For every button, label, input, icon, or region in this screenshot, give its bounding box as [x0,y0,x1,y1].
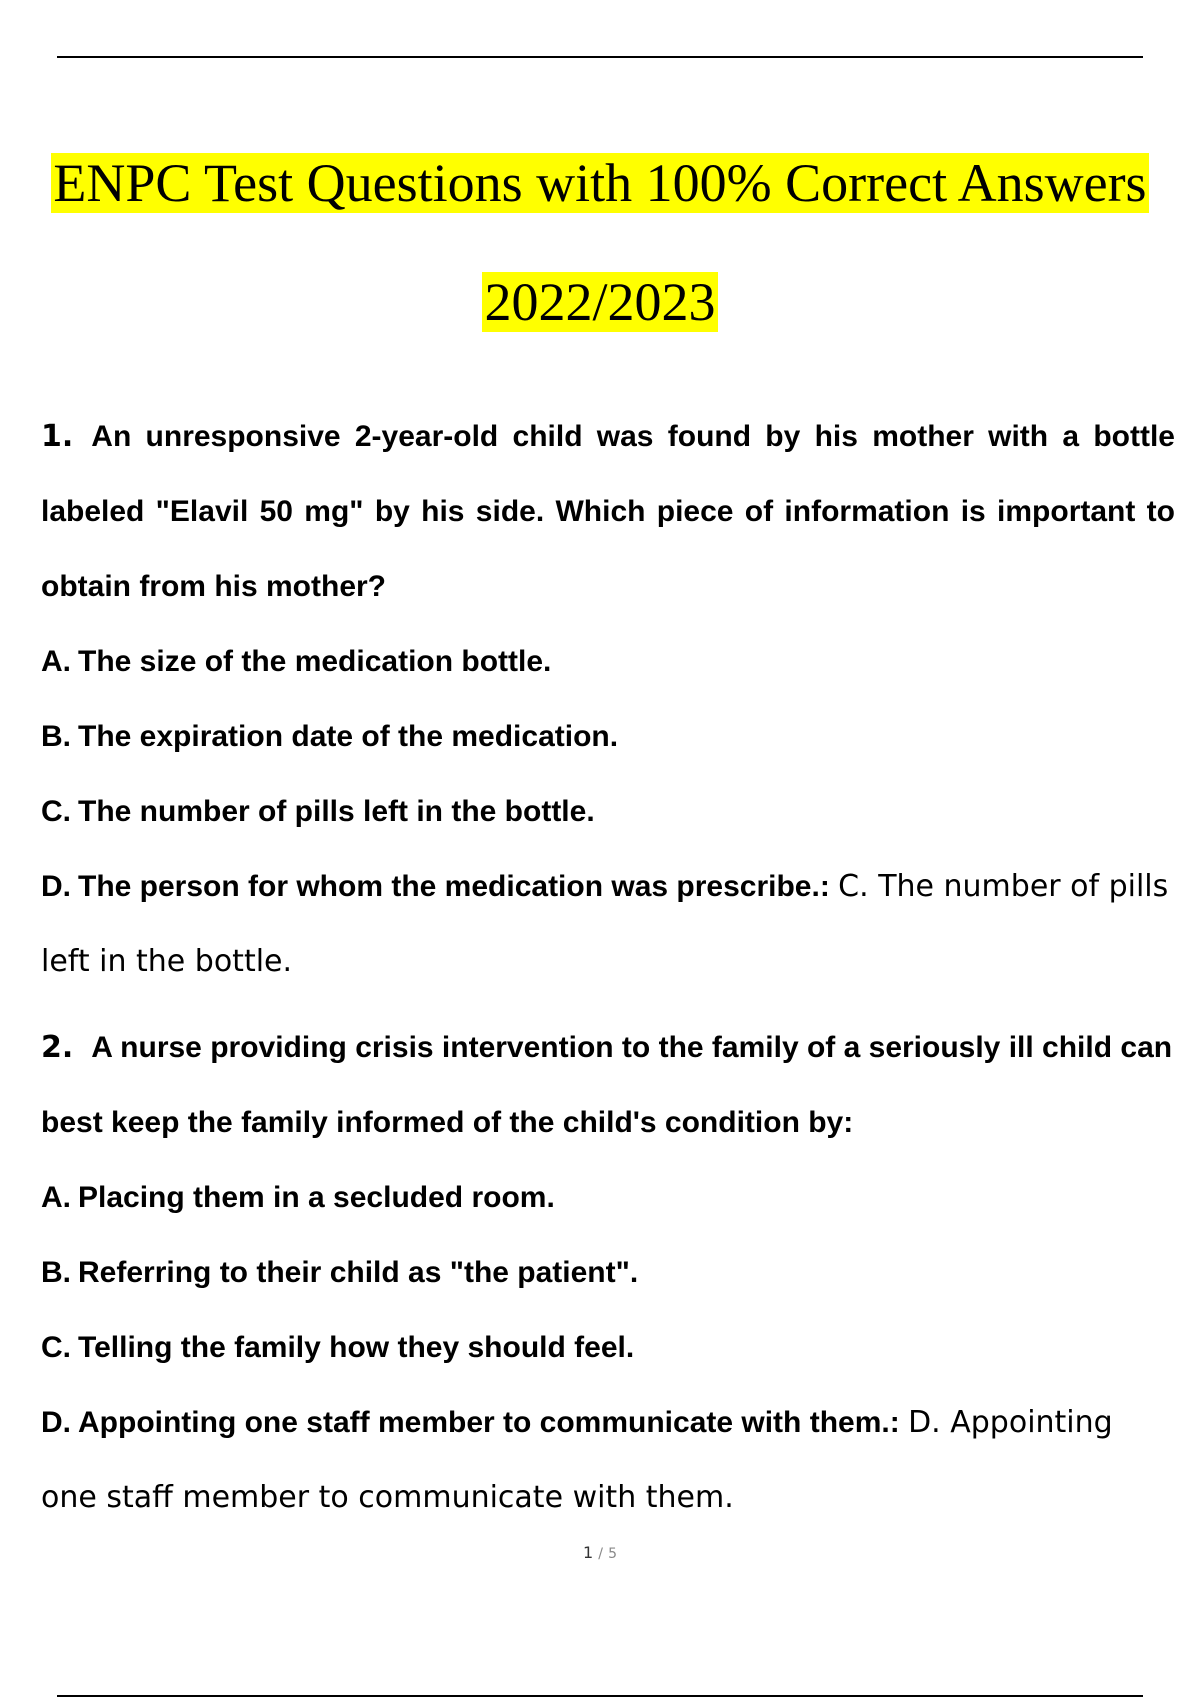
option-text: The expiration date of the medication. [78,720,619,753]
page-current: 1 [582,1543,594,1562]
page-total: 5 [608,1546,617,1562]
page-indicator [0,1543,1200,1562]
document-title [0,152,1200,214]
page-separator: / [598,1546,603,1562]
option-label: B. [41,1256,71,1289]
question-1-option-a [41,624,1175,699]
question-1-option-d-with-answer [41,849,1175,999]
question-2-text [41,1010,1175,1160]
question-1-stem: An unresponsive 2-year-old child was found by his mother with a bottle labeled "Elavil 50 mg" by his side. Which piece of information is important to obtain from his mother? [41,420,1175,603]
option-label: B. [41,720,71,753]
option-text: Placing them in a secluded room. [78,1181,555,1214]
question-2-option-a [41,1160,1175,1235]
option-text: The size of the medication bottle. [78,645,552,678]
option-label: C. [41,795,71,828]
option-label: C. [41,1331,71,1364]
question-2-option-b [41,1235,1175,1310]
top-rule [57,56,1143,58]
option-label: A. [41,1181,71,1214]
question-1-answer: C. The number of pills left in the bottle. [41,869,1169,979]
option-label: D. [41,870,71,903]
question-1-number: 1. [41,419,74,454]
question-1-text [41,399,1175,624]
question-1 [41,399,1175,999]
option-text: The number of pills left in the bottle. [78,795,595,828]
question-1-option-b [41,699,1175,774]
option-text: The person for whom the medication was prescribe.: [78,870,830,903]
question-2-option-d-with-answer [41,1385,1175,1535]
question-2-number: 2. [41,1030,74,1065]
title-line-2: 2022/2023 [484,272,716,332]
question-2 [41,1010,1175,1535]
option-text: Referring to their child as "the patient". [78,1256,639,1289]
option-label: D. [41,1406,71,1439]
bottom-rule [57,1695,1143,1697]
title-line-1: ENPC Test Questions with 100% Correct Answers [53,153,1147,213]
option-label: A. [41,645,71,678]
question-2-answer: D. Appointing one staff member to communicate with them. [41,1405,1113,1515]
question-1-option-c [41,774,1175,849]
question-2-stem: A nurse providing crisis intervention to the family of a seriously ill child can best keep the family informed of the child's condition by: [41,1031,1173,1139]
question-2-option-c [41,1310,1175,1385]
document-title-year [0,271,1200,333]
option-text: Appointing one staff member to communicate with them.: [78,1406,900,1439]
option-text: Telling the family how they should feel. [78,1331,635,1364]
